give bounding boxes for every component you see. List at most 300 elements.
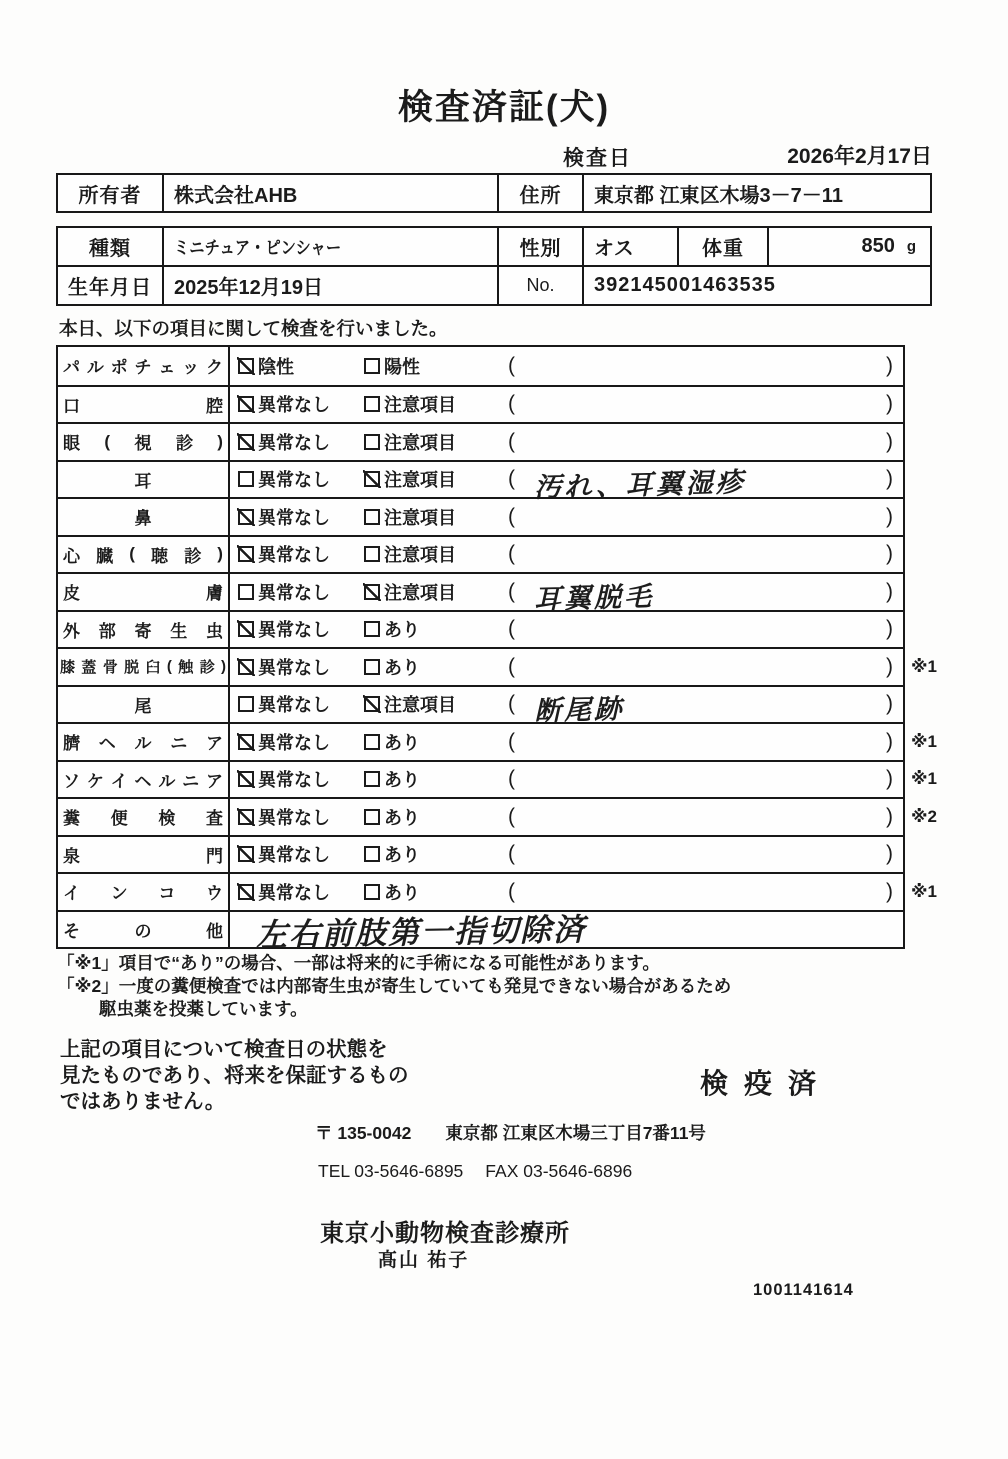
checklist-row [58, 497, 903, 535]
row-label-char: 蓋 [81, 659, 97, 677]
option-label: 注意項目 [384, 545, 456, 566]
open-paren: ( [508, 842, 515, 866]
address-value: 東京都 江東区木場3－7－11 [582, 175, 930, 211]
row-label-char: 部 [98, 621, 116, 641]
option-label: 注意項目 [384, 395, 456, 416]
close-paren: ) [886, 542, 893, 566]
option-label: 注意項目 [384, 470, 456, 491]
option-label: あり [384, 845, 420, 866]
note-paren-area [494, 805, 903, 829]
row-label-char: 診 [175, 434, 193, 454]
option-label: 異常なし [258, 470, 330, 491]
option-label: あり [384, 657, 420, 678]
clinic-fax: FAX 03-5646-6896 [485, 1161, 633, 1181]
option-label: 異常なし [258, 545, 330, 566]
checklist-row [58, 685, 903, 728]
option-slot [230, 429, 364, 455]
row-label [58, 612, 230, 648]
row-label-char: 鼻 [134, 509, 152, 529]
row-label-char: 診 [184, 546, 202, 566]
option-slot [230, 353, 364, 379]
checklist-row [58, 722, 937, 760]
option-slot [230, 391, 364, 417]
open-paren: ( [508, 767, 515, 791]
close-paren: ) [886, 767, 893, 791]
close-paren: ) [886, 654, 893, 678]
page-title: 検査済証(犬) [397, 88, 611, 127]
sex-label: 性別 [497, 228, 582, 265]
checklist-row [58, 610, 903, 648]
close-paren: ) [886, 729, 893, 753]
close-paren: ) [886, 804, 893, 828]
option-slot [364, 766, 494, 792]
row-label [58, 874, 230, 910]
checklist-row [58, 572, 903, 616]
checked-checkbox-icon [364, 696, 380, 712]
unchecked-checkbox-icon [364, 846, 380, 862]
handwritten-note: 耳翼脱毛 [533, 581, 655, 616]
dob-label: 生年月日 [68, 277, 152, 299]
option-slot [364, 729, 494, 755]
clinic-address: 東京都 江東区木場三丁目7番11号 [445, 1123, 706, 1143]
document-code: 1001141614 [753, 1281, 854, 1299]
option-label: 異常なし [258, 845, 330, 866]
checked-checkbox-icon [238, 771, 254, 787]
close-paren: ) [886, 879, 893, 903]
option-slot [230, 579, 364, 605]
open-paren: ( [508, 617, 515, 641]
row-label [58, 387, 230, 423]
row-label-char: 臼 [145, 659, 161, 677]
open-paren: ( [508, 729, 515, 753]
row-label-char: ソ [63, 771, 80, 791]
clinic-postal-line [315, 1120, 706, 1145]
row-label-char: ニ [170, 734, 188, 754]
open-paren: ( [508, 654, 515, 678]
option-label: 異常なし [258, 620, 330, 641]
checked-checkbox-icon [238, 846, 254, 862]
row-label-char: コ [158, 884, 176, 904]
owner-value: 株式会社AHB [162, 175, 497, 211]
option-label: あり [384, 770, 420, 791]
option-label: 異常なし [258, 582, 330, 603]
option-label: 異常なし [258, 695, 330, 716]
row-content [230, 612, 903, 648]
note-paren-area [494, 880, 903, 904]
checked-checkbox-icon [238, 546, 254, 562]
open-paren: ( [508, 579, 515, 603]
row-label [58, 799, 230, 835]
option-slot [230, 466, 364, 492]
row-label-char: 診 [199, 659, 215, 677]
disclaimer-line-3: ではありません。 [60, 1090, 226, 1113]
option-label: 異常なし [258, 657, 330, 678]
unchecked-checkbox-icon [238, 696, 254, 712]
row-label-char: 臓 [96, 546, 114, 566]
checked-checkbox-icon [238, 734, 254, 750]
checklist-table [56, 345, 937, 954]
footnote-3: 駆虫薬を投薬しています。 [99, 999, 308, 1019]
option-label: 注意項目 [384, 507, 456, 528]
row-label [58, 837, 230, 873]
row-label [58, 424, 230, 460]
row-content [230, 837, 903, 873]
checklist-row [58, 872, 937, 910]
close-paren: ) [886, 353, 893, 377]
row-content [230, 687, 903, 728]
row-label-char: ア [206, 734, 223, 754]
row-content [230, 499, 903, 535]
note-paren-area [494, 579, 903, 616]
option-slot [364, 804, 494, 830]
open-paren: ( [508, 353, 515, 377]
weight-value: 850 [861, 235, 895, 257]
reference-mark: ※1 [911, 769, 937, 789]
pet-row-2 [58, 265, 930, 304]
row-label-char: ) [220, 658, 226, 676]
row-label-char: ア [205, 771, 223, 791]
checklist-row [58, 760, 937, 798]
row-label [58, 462, 230, 498]
option-slot [230, 504, 364, 530]
disclaimer-line-1: 上記の項目について検査日の状態を [60, 1038, 388, 1061]
checked-checkbox-icon [238, 434, 254, 450]
row-label [58, 537, 230, 573]
weight-value-cell [767, 228, 930, 265]
row-label-char: の [134, 921, 152, 941]
row-label-char: 便 [110, 809, 128, 829]
unchecked-checkbox-icon [364, 509, 380, 525]
checklist-row [58, 797, 937, 835]
option-label: あり [384, 732, 420, 753]
row-label-char: 門 [206, 846, 223, 866]
note-paren-area [494, 655, 903, 679]
row-content [230, 911, 903, 954]
handwritten-note: 汚れ、耳翼湿疹 [533, 467, 747, 505]
row-label-char: 膝 [60, 659, 76, 677]
reference-mark: ※1 [911, 881, 937, 901]
row-label-char: 眼 [63, 434, 80, 454]
row-label-char: 査 [205, 809, 223, 829]
row-content [230, 649, 903, 685]
option-label: 異常なし [258, 732, 330, 753]
row-label-char: チ [134, 358, 152, 378]
close-paren: ) [886, 504, 893, 528]
row-content [230, 424, 903, 460]
row-label-char: 外 [63, 621, 80, 641]
option-label: 異常なし [258, 432, 330, 453]
no-label: No. [497, 267, 582, 304]
footnote-1: 「※1」項目で“あり”の場合、一部は将来的に手術になる可能性があります。 [57, 953, 660, 973]
reference-mark: ※2 [911, 806, 937, 826]
type-value-text: ミニチュア・ピンシャー [174, 237, 342, 258]
row-label-char: 虫 [206, 621, 223, 641]
option-slot [230, 654, 364, 680]
option-slot [230, 804, 364, 830]
no-value: 392145001463535 [582, 267, 930, 304]
row-label-char: パ [63, 358, 80, 378]
row-label-char: 耳 [134, 471, 152, 491]
disclaimer-line-2: 見たものであり、将来を保証するもの [60, 1064, 409, 1087]
note-paren-area [494, 692, 903, 728]
row-label [58, 574, 230, 610]
option-slot [230, 841, 364, 867]
checked-checkbox-icon [364, 584, 380, 600]
row-label-char: 生 [170, 621, 188, 641]
row-label-char: ヘ [134, 771, 152, 791]
row-label-char: 他 [206, 921, 223, 941]
weight-unit: g [906, 238, 916, 255]
row-label-char: ヘ [98, 734, 116, 754]
checklist-row [58, 385, 903, 423]
row-content [230, 462, 903, 505]
row-label-char: ) [217, 431, 223, 451]
row-label [58, 347, 230, 385]
note-paren-area [494, 392, 903, 416]
close-paren: ) [886, 617, 893, 641]
option-slot [364, 879, 494, 905]
row-label [58, 762, 230, 798]
row-label-char: 膚 [206, 584, 223, 604]
row-label-char: 視 [134, 434, 152, 454]
footnote-2: 「※2」一度の糞便検査では内部寄生虫が寄生していても発見できない場合があるため [57, 976, 732, 996]
open-paren: ( [508, 692, 515, 716]
unchecked-checkbox-icon [238, 471, 254, 487]
checked-checkbox-icon [238, 809, 254, 825]
unchecked-checkbox-icon [364, 434, 380, 450]
option-label: 異常なし [258, 770, 330, 791]
option-label: あり [384, 620, 420, 641]
row-label-char: ク [205, 358, 223, 378]
row-label-char: 骨 [102, 659, 118, 677]
option-label: 異常なし [258, 395, 330, 416]
clinic-tel-line [318, 1161, 632, 1182]
unchecked-checkbox-icon [364, 884, 380, 900]
row-label-char: 聴 [151, 546, 169, 566]
option-slot [364, 841, 494, 867]
row-content [230, 537, 903, 573]
unchecked-checkbox-icon [364, 546, 380, 562]
weight-label: 体重 [677, 228, 767, 265]
option-label: 異常なし [258, 807, 330, 828]
row-content [230, 724, 903, 760]
checklist-row [58, 835, 903, 873]
option-slot [364, 466, 494, 492]
reference-mark: ※1 [911, 731, 937, 751]
option-slot [364, 691, 494, 717]
option-label: あり [384, 807, 420, 828]
row-label-char: ル [86, 358, 104, 378]
row-label-char: ( [104, 431, 111, 451]
option-label: あり [384, 882, 420, 903]
option-label: 陽性 [384, 356, 420, 377]
checklist-row [58, 422, 903, 460]
option-label: 異常なし [258, 882, 330, 903]
row-label-char: ( [166, 658, 172, 676]
checked-checkbox-icon [238, 659, 254, 675]
clinic-name: 東京小動物検査診療所 [320, 1220, 570, 1247]
row-label-char: 寄 [134, 621, 152, 641]
row-label-char: そ [63, 921, 80, 941]
owner-row [58, 175, 930, 211]
row-label-char: ポ [110, 358, 128, 378]
note-paren-area [494, 467, 903, 505]
row-label-char: 心 [63, 546, 80, 566]
note-paren-area [494, 354, 903, 378]
unchecked-checkbox-icon [364, 771, 380, 787]
checked-checkbox-icon [238, 621, 254, 637]
note-paren-area [494, 505, 903, 529]
option-slot [364, 616, 494, 642]
close-paren: ) [886, 429, 893, 453]
row-label-char: ル [158, 771, 176, 791]
row-label-char: 尾 [134, 696, 152, 716]
checklist-row [58, 460, 903, 505]
option-slot [230, 729, 364, 755]
note-paren-area [494, 767, 903, 791]
unchecked-checkbox-icon [364, 809, 380, 825]
checklist-row [58, 910, 903, 954]
row-label-char: 検 [158, 809, 176, 829]
address-label: 住所 [497, 175, 582, 211]
option-slot [230, 766, 364, 792]
open-paren: ( [508, 467, 515, 491]
row-label-char: ン [110, 884, 128, 904]
option-slot [364, 579, 494, 605]
checked-checkbox-icon [238, 358, 254, 374]
row-label-char: ニ [182, 771, 200, 791]
checklist-row [58, 647, 937, 685]
row-label-char: 泉 [63, 846, 80, 866]
option-slot [230, 879, 364, 905]
row-label [58, 687, 230, 723]
row-label-char: ( [129, 544, 135, 564]
row-label [58, 912, 230, 948]
option-slot [364, 429, 494, 455]
row-label-char: 糞 [63, 809, 80, 829]
row-label-char: イ [63, 884, 80, 904]
type-value [162, 228, 497, 265]
open-paren: ( [508, 392, 515, 416]
intro-sentence: 本日、以下の項目に関して検査を行いました。 [59, 318, 448, 339]
pet-table [56, 226, 932, 306]
handwritten-note: 断尾跡 [533, 694, 625, 728]
row-content [230, 762, 903, 798]
row-label-char: ケ [86, 771, 104, 791]
open-paren: ( [508, 429, 515, 453]
row-label-char: ウ [205, 884, 223, 904]
row-label-char: ェ [158, 358, 176, 378]
open-paren: ( [508, 879, 515, 903]
row-label [58, 724, 230, 760]
row-label-char: 皮 [63, 584, 80, 604]
inspection-date-label: 検査日 [563, 147, 632, 170]
owner-table [56, 173, 932, 213]
option-label: 注意項目 [384, 582, 456, 603]
option-label: 異常なし [258, 507, 330, 528]
unchecked-checkbox-icon [364, 396, 380, 412]
option-slot [364, 654, 494, 680]
row-content [230, 347, 903, 385]
close-paren: ) [886, 692, 893, 716]
checklist-row [58, 535, 903, 573]
dob-value: 2025年12月19日 [162, 267, 497, 304]
option-slot [364, 504, 494, 530]
unchecked-checkbox-icon [364, 358, 380, 374]
row-content [230, 387, 903, 423]
footnotes [57, 952, 731, 1021]
clinic-postal-code: 〒 135-0042 [315, 1123, 412, 1143]
row-label [58, 499, 230, 535]
open-paren: ( [508, 542, 515, 566]
reference-mark: ※1 [911, 656, 937, 676]
unchecked-checkbox-icon [364, 659, 380, 675]
unchecked-checkbox-icon [364, 734, 380, 750]
quarantine-stamp: 検疫済 [700, 1068, 833, 1099]
owner-label: 所有者 [78, 184, 142, 207]
clinic-tel: TEL 03-5646-6895 [318, 1161, 464, 1181]
row-label-char: ) [217, 544, 223, 564]
option-slot [364, 353, 494, 379]
checked-checkbox-icon [238, 509, 254, 525]
close-paren: ) [886, 842, 893, 866]
note-paren-area [494, 617, 903, 641]
pet-row-1 [58, 228, 930, 265]
open-paren: ( [508, 504, 515, 528]
row-label-char: 臍 [63, 734, 80, 754]
row-label-char: ッ [182, 358, 200, 378]
option-label: 注意項目 [384, 432, 456, 453]
handwritten-note: 左右前肢第一指切除済 [255, 911, 587, 954]
row-label-char: 脱 [124, 659, 140, 677]
disclaimer [60, 1037, 409, 1115]
row-label-char: 触 [178, 659, 194, 677]
close-paren: ) [886, 579, 893, 603]
checklist-row [58, 347, 903, 385]
inspection-date-value: 2026年2月17日 [787, 145, 932, 168]
row-label [58, 649, 230, 685]
option-slot [364, 391, 494, 417]
vet-name: 髙山 祐子 [378, 1250, 470, 1271]
row-content [230, 799, 903, 835]
type-label: 種類 [89, 238, 131, 260]
checked-checkbox-icon [364, 471, 380, 487]
note-paren-area [494, 430, 903, 454]
row-label-char: 腔 [206, 396, 223, 416]
open-paren: ( [508, 804, 515, 828]
close-paren: ) [886, 392, 893, 416]
note-paren-area [494, 842, 903, 866]
option-slot [230, 616, 364, 642]
option-slot [230, 691, 364, 717]
option-slot [230, 541, 364, 567]
row-content [230, 574, 903, 616]
unchecked-checkbox-icon [364, 621, 380, 637]
row-label-char: 口 [63, 396, 80, 416]
row-label-char: イ [110, 771, 128, 791]
unchecked-checkbox-icon [238, 584, 254, 600]
option-label: 陰性 [258, 356, 294, 377]
option-label: 注意項目 [384, 695, 456, 716]
checked-checkbox-icon [238, 884, 254, 900]
checked-checkbox-icon [238, 396, 254, 412]
close-paren: ) [886, 467, 893, 491]
row-label-char: ル [134, 734, 152, 754]
note-paren-area [494, 542, 903, 566]
option-slot [364, 541, 494, 567]
note-paren-area [494, 730, 903, 754]
sex-value: オス [582, 228, 677, 265]
